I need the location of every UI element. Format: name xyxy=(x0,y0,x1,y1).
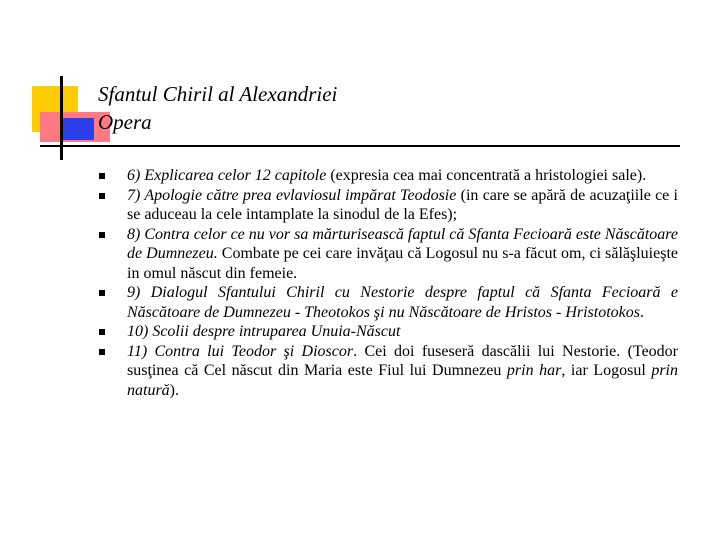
list-item-text: (in care se apără de acuzaţiile ce i se aduceau la cele intamplate la sinodul de la Efes); xyxy=(127,186,679,223)
list-item-text: 9) Dialogul Sfantului Chiril cu Nestorie despre faptul că Sfanta Fecioară e Născătoare de Dumnezeu - Theotokos şi nu Născătoare de Hristos - Hristotokos xyxy=(127,284,678,321)
decor-vertical-line xyxy=(60,76,63,160)
list-item-text: 10) Scolii despre intruparea Unuia-Născut xyxy=(127,323,401,340)
list-item xyxy=(98,166,678,186)
list-item-text: ). xyxy=(169,381,179,399)
bullet-square-icon xyxy=(99,173,105,179)
list-item-text: 8) Contra celor ce nu vor sa mărturisească faptul că Sfanta Fecioară este Născătoare de Dumnezeu. xyxy=(127,225,678,262)
bullet-list xyxy=(98,166,678,400)
list-item-text: 6) Explicarea celor 12 capitole xyxy=(127,167,327,184)
list-item-text: 11) Contra lui Teodor şi Dioscor xyxy=(127,342,354,360)
slide-title-line-1: Sfantul Chiril al Alexandriei xyxy=(98,82,338,106)
title-underline xyxy=(40,145,680,147)
bullet-square-icon xyxy=(99,329,105,335)
list-item-text: 7) Apologie către prea evlaviosul impărat Teodosie xyxy=(127,186,457,204)
list-item-text: . Cei doi fuseseră dascălii lui Nestorie. (Teodor susţinea că Cel născut din Maria este Fiul lui Dumnezeu xyxy=(127,342,679,379)
list-item xyxy=(98,342,678,401)
list-item-text: , iar Logosul xyxy=(561,362,652,379)
list-item-text: prin natură xyxy=(127,362,678,399)
decor-blue-square xyxy=(62,118,94,140)
list-item xyxy=(98,225,678,284)
list-item-text: prin har xyxy=(506,362,562,379)
bullet-square-icon xyxy=(99,193,105,199)
list-item-text: (expresia cea mai concentrată a hristologiei sale). xyxy=(326,167,647,184)
slide-title-line-2: Opera xyxy=(98,110,152,134)
list-item xyxy=(98,322,678,342)
list-item xyxy=(98,186,678,225)
list-item xyxy=(98,283,678,322)
slide-title xyxy=(98,80,678,136)
bullet-square-icon xyxy=(99,349,105,355)
list-item-text: Combate pe cei care invăţau că Logosul nu s-a făcut om, ci sălăşluieşte in omul născut din femeie. xyxy=(127,245,679,282)
bullet-square-icon xyxy=(99,290,105,296)
bullet-square-icon xyxy=(99,232,105,238)
list-item-text: . xyxy=(640,303,644,321)
